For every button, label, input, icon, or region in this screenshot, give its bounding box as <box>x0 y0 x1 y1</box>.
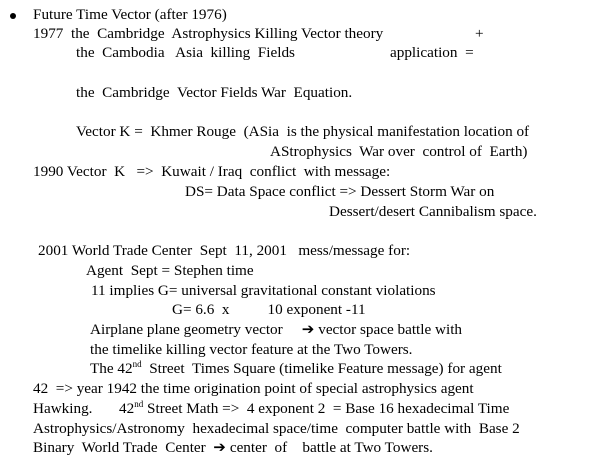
line-4: the Cambridge Vector Fields War Equation. <box>76 84 353 101</box>
line-16-sup: nd <box>132 358 142 369</box>
line-2-plus: + <box>475 25 484 42</box>
line-18-end: Street Math => 4 exponent 2 = Base 16 hexadecimal Time <box>143 400 510 417</box>
line-6: AStrophysics War over control of Earth) <box>270 143 528 160</box>
line-20: Binary World Trade Center ➔ center of battle at Two Towers. <box>33 439 433 456</box>
line-18-start: Hawking. 42 <box>33 400 135 417</box>
line-15: the timelike killing vector feature at the Two Towers. <box>90 341 413 358</box>
line-16 <box>90 360 502 378</box>
line-13: G= 6.6 x 10 exponent -11 <box>172 301 366 318</box>
line-2: 1977 the Cambridge Astrophysics Killing Vector theory <box>33 25 384 42</box>
line-16-start: The 42 <box>90 360 133 377</box>
line-7: 1990 Vector K => Kuwait / Iraq conflict with message: <box>33 163 391 180</box>
line-12: 11 implies G= universal gravitational constant violations <box>91 282 436 299</box>
line-3: the Cambodia Asia killing Fields <box>76 44 295 61</box>
bullet-icon <box>10 13 16 19</box>
line-8: DS= Data Space conflict => Dessert Storm War on <box>185 183 495 200</box>
line-11: Agent Sept = Stephen time <box>86 262 254 279</box>
line-1: Future Time Vector (after 1976) <box>33 6 227 23</box>
line-9: Dessert/desert Cannibalism space. <box>329 203 537 220</box>
line-18-sup: nd <box>134 398 144 409</box>
line-14: Airplane plane geometry vector ➔ vector space battle with <box>90 321 463 338</box>
line-5: Vector K = Khmer Rouge (ASia is the physical manifestation location of <box>76 123 530 140</box>
line-10: 2001 World Trade Center Sept 11, 2001 mess/message for: <box>38 242 411 259</box>
line-19: Astrophysics/Astronomy hexadecimal space/time computer battle with Base 2 <box>33 420 520 437</box>
line-3-right: application = <box>390 44 474 61</box>
line-18 <box>33 400 509 418</box>
line-16-end: Street Times Square (timelike Feature message) for agent <box>141 360 502 377</box>
line-17: 42 => year 1942 the time origination point of special astrophysics agent <box>33 380 474 397</box>
